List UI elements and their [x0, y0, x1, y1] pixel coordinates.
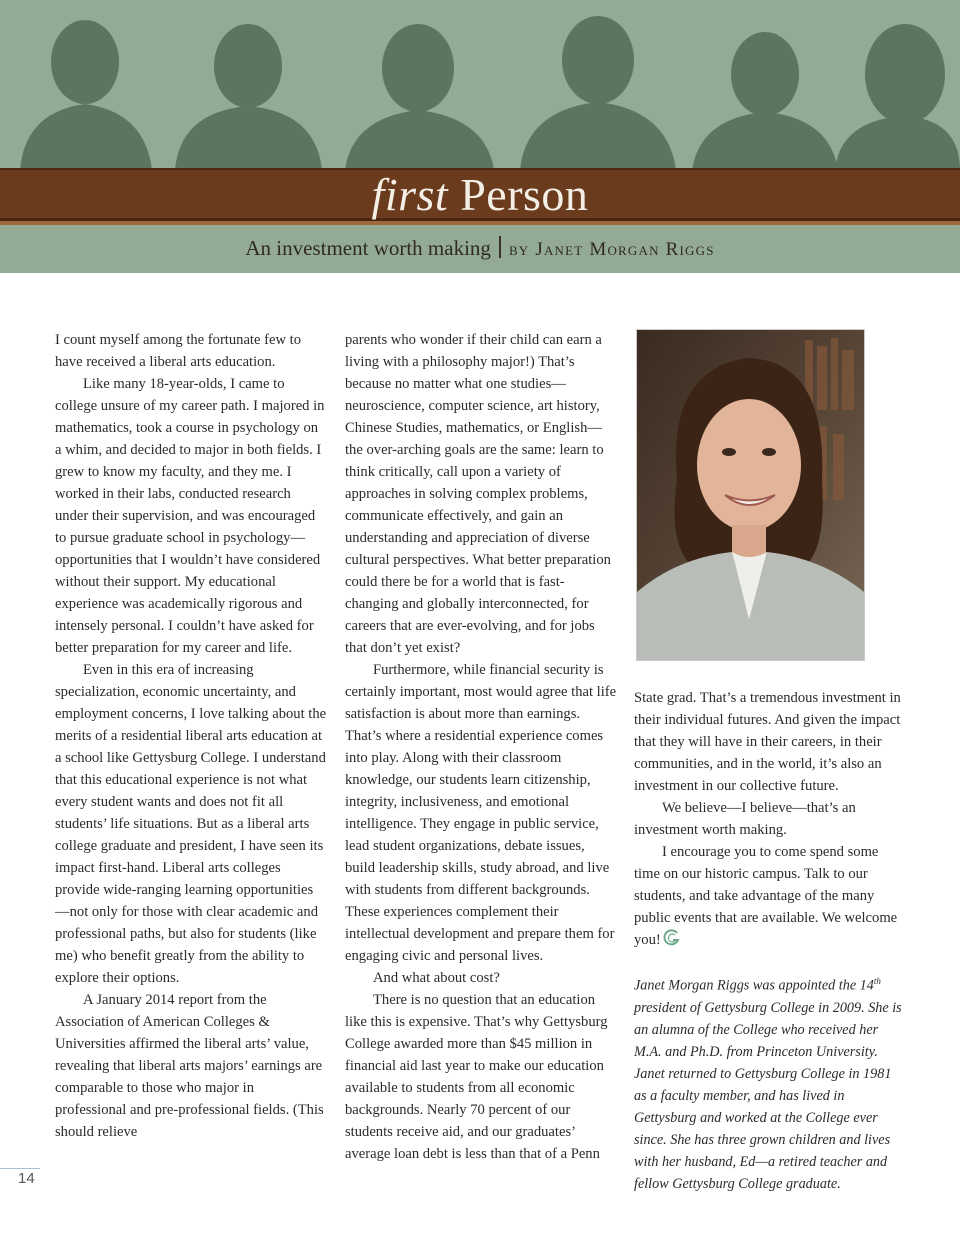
paragraph: We believe—I believe—that’s an investment worth making.	[634, 800, 856, 838]
page-number-rule	[0, 1168, 40, 1169]
silhouettes-illustration	[0, 0, 960, 170]
author-photo	[636, 329, 865, 661]
bio-text-start: Janet Morgan Riggs was appointed the 14	[634, 977, 874, 994]
column-2	[345, 329, 617, 1165]
subtitle: An investment worth making	[245, 236, 491, 260]
page-number: 14	[18, 1170, 35, 1187]
paragraph: I count myself among the fortunate few to have received a liberal arts education.	[55, 332, 301, 370]
page-title	[0, 166, 960, 224]
paragraph: Even in this era of increasing specialization, economic uncertainty, and employment concerns, I love talking about the merits of a residential liberal arts education at a school like Gettysburg College. I understand that this educational experience is not what every student wants and does not fit all students’ life situations. But as a liberal arts college graduate and president, I have seen its impact first-hand. Liberal arts colleges provide wide-ranging learning opportunities—not only for those with clear academic and professional paths, but also for students (like me) who benefit greatly from the ability to explore their options.	[55, 662, 327, 986]
paragraph: Like many 18-year-olds, I came to college unsure of my career path. I majored in mathematics, took a course in psychology on a whim, and decided to major in both fields. I grew to know my faculty, and they me. I worked in their labs, conducted research under their supervision, and was encouraged to pursue graduate school in psychology—opportunities that I wouldn’t have considered without their support. My educational experience was academically rigorous and intensely personal. I couldn’t have asked for better preparation for my career and life.	[55, 376, 325, 656]
bio-text-rest: president of Gettysburg College in 2009. She is an alumna of the College who received her M.A. and Ph.D. from Princeton University. Janet returned to Gettysburg College in 1981 as a faculty member, and has lived in Gettysburg and worked at the College ever since. She has three grown children and lives with her husband, Ed—a retired teacher and fellow Gettysburg College graduate.	[634, 999, 902, 1192]
column-1	[55, 329, 327, 1143]
paragraph: A January 2014 report from the Association of American Colleges & Universities affirmed the liberal arts’ value, revealing that liberal arts majors’ earnings are comparable to those who major in professional and pre-professional fields. (This should relieve	[55, 992, 324, 1140]
bio-text	[634, 970, 906, 1195]
author-portrait-image	[637, 330, 864, 660]
paragraph-closing	[634, 841, 902, 951]
bio-superscript: th	[873, 976, 881, 986]
gettysburg-g-endmark-icon	[663, 929, 681, 947]
byline: by Janet Morgan Riggs	[508, 239, 715, 260]
title-italic: first	[371, 169, 449, 220]
subtitle-separator	[499, 236, 501, 258]
paragraph: And what about cost?	[373, 970, 500, 986]
subtitle-line	[0, 236, 960, 261]
paragraph: State grad. That’s a tremendous investment in their individual futures. And given the impact that they will have in their careers, in their communities, and in the world, it’s also an investment in our collective future.	[634, 690, 901, 794]
column-3	[634, 687, 902, 951]
header-banner	[0, 0, 960, 273]
paragraph: parents who wonder if their child can earn a living with a philosophy major!) That’s because no matter what one studies—neuroscience, computer science, art history, Chinese Studies, mathematics, or English—the over-arching goals are the same: learn to think critically, call upon a variety of approaches in solving complex problems, communicate effectively, and gain an understanding and appreciation of diverse cultural perspectives. What better preparation could there be for a world that is fast-changing and globally interconnected, for careers that are ever-evolving, and for jobs that don’t yet exist?	[345, 332, 611, 656]
paragraph: Furthermore, while financial security is certainly important, most would agree that life satisfaction is about more than earnings. That’s where a residential experience comes into play. Along with their classroom knowledge, our students learn citizenship, integrity, inclusiveness, and emotional intelligence. They engage in public service, lead student organizations, debate issues, build leadership skills, study abroad, and live with students from different backgrounds. These experiences complement their intellectual development and prepare them for engaging civic and personal lives.	[345, 662, 617, 964]
paragraph: There is no question that an education like this is expensive. That’s why Gettysburg College awarded more than $45 million in financial aid last year to make our education available to students from all economic backgrounds. Nearly 70 percent of our students receive aid, and our graduates’ average loan debt is less than that of a Penn	[345, 992, 608, 1162]
closing-text: I encourage you to come spend some time on our historic campus. Talk to our students, and take advantage of the many public events that are available. We welcome you!	[634, 844, 898, 948]
title-rest: Person	[460, 169, 589, 220]
author-bio	[634, 970, 906, 1195]
